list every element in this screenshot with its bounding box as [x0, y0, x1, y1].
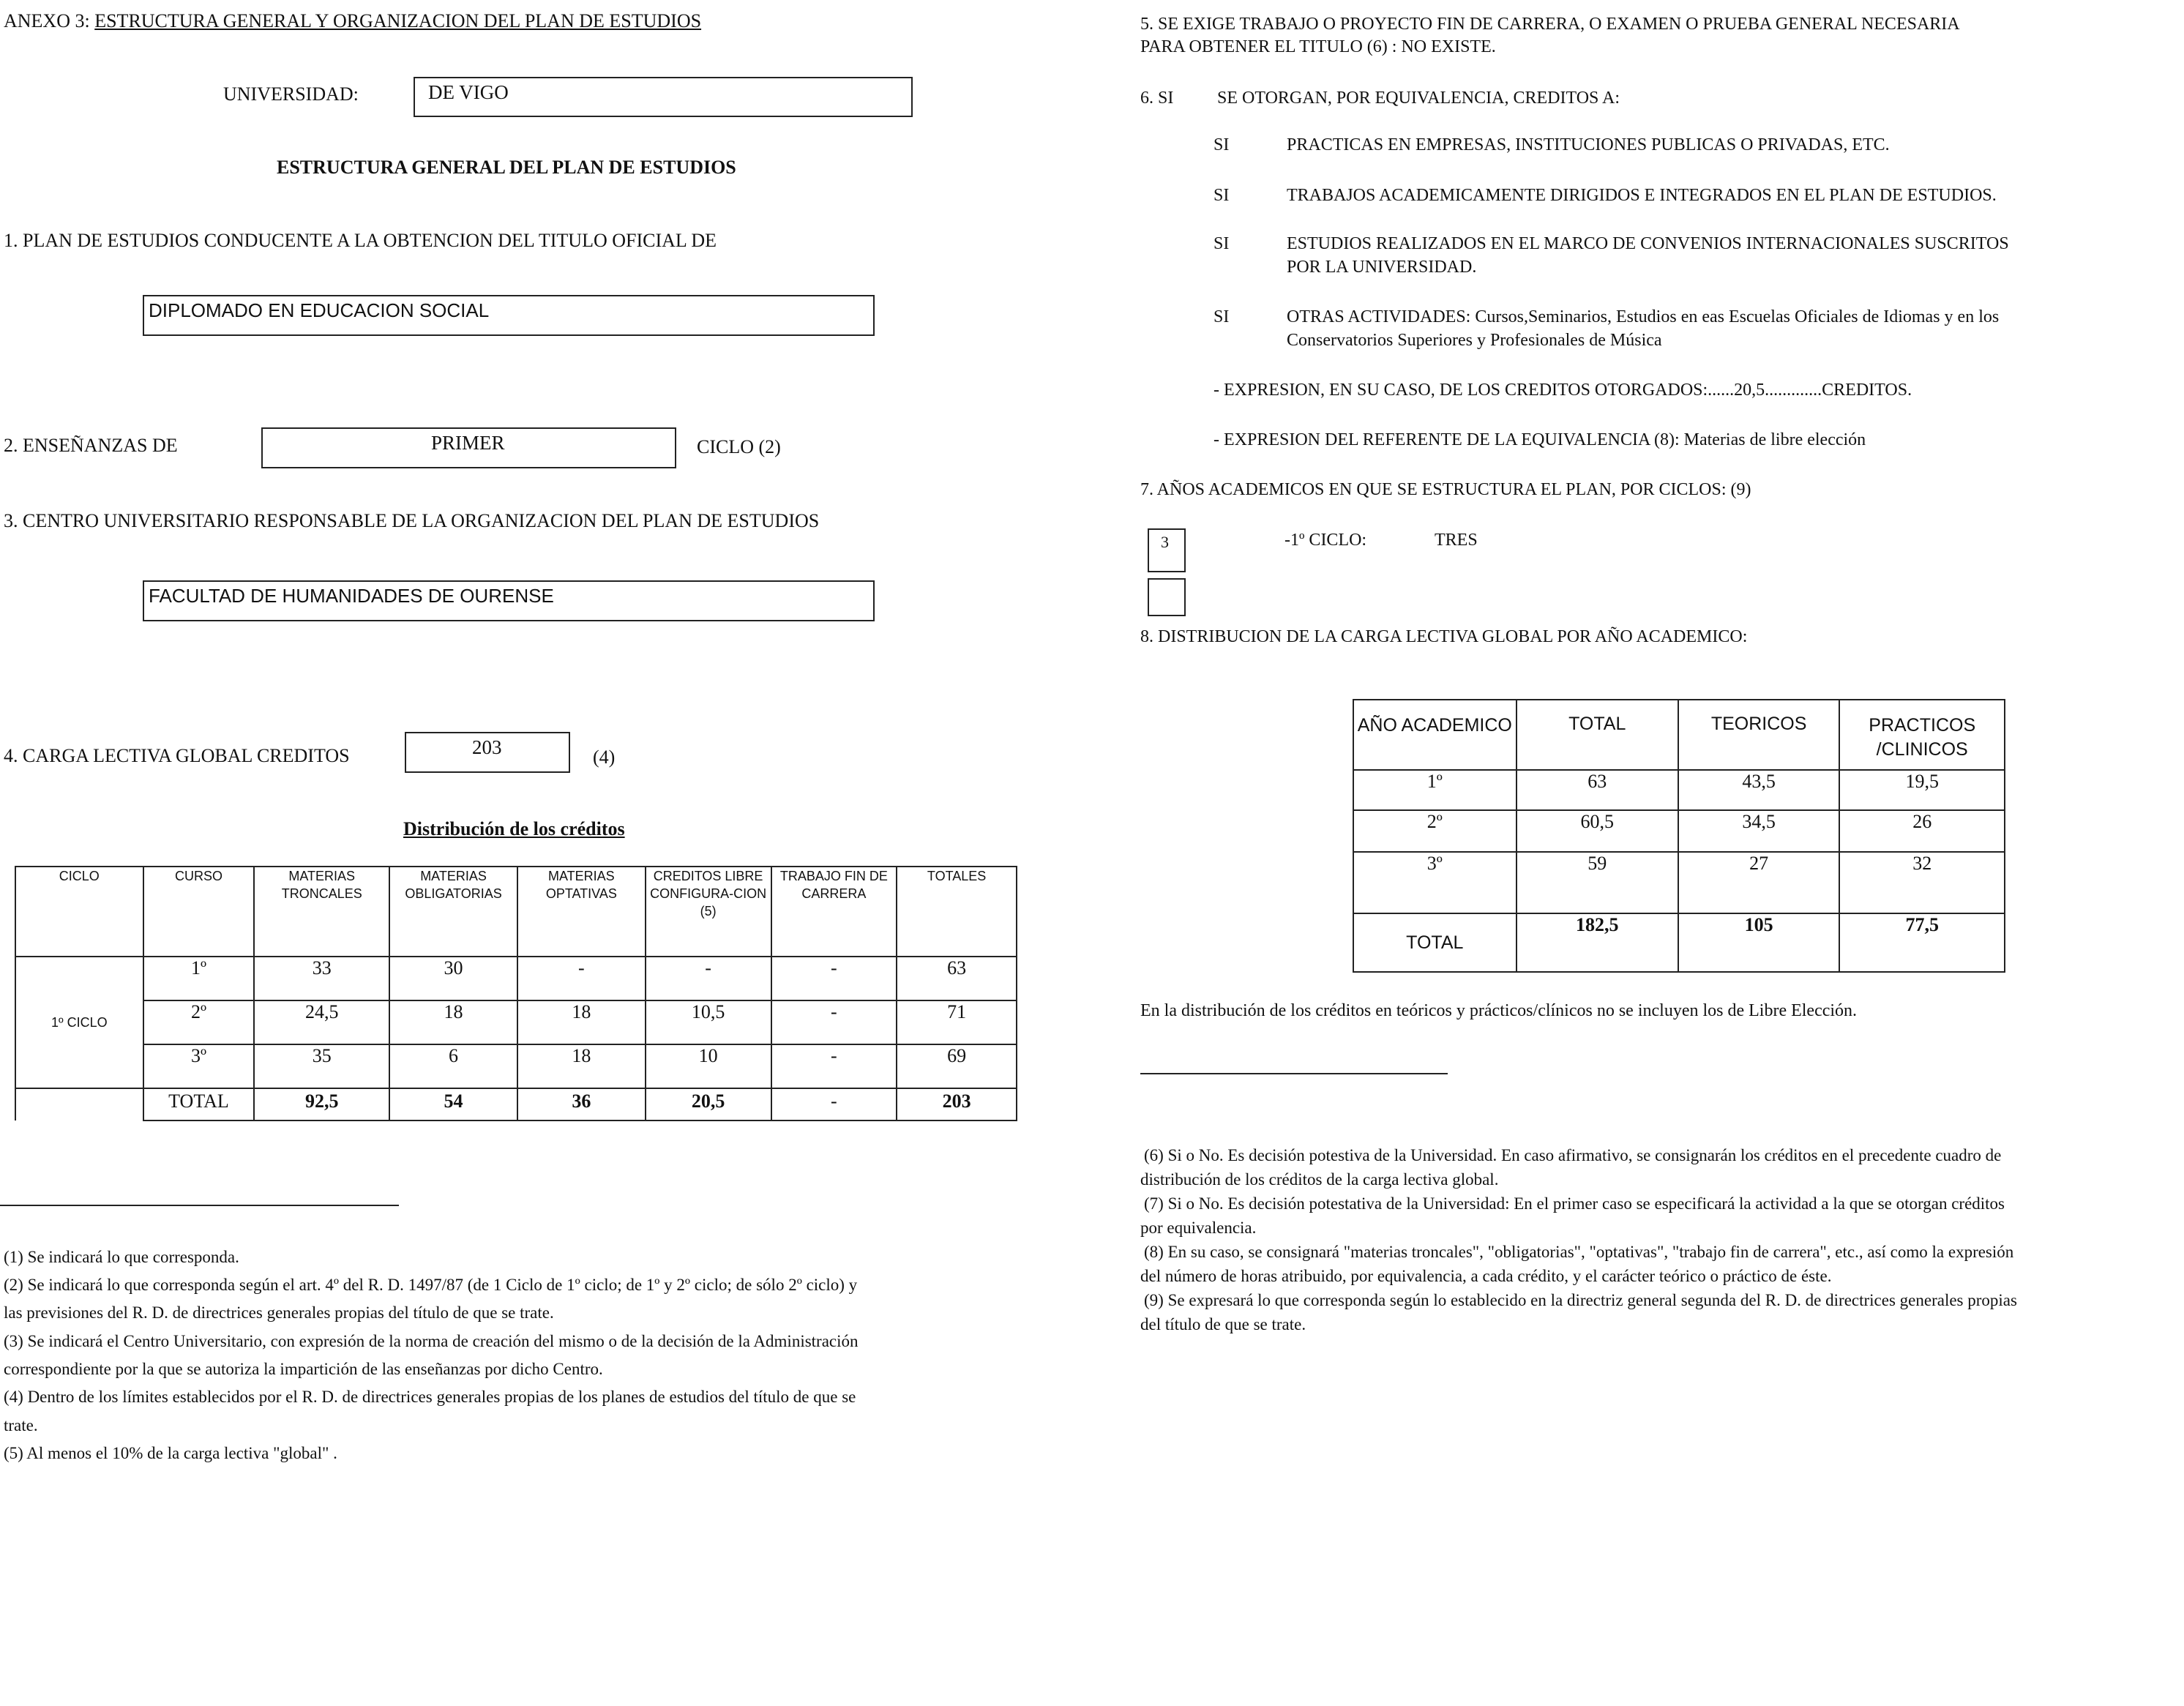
- annex-label: ANEXO 3:: [4, 10, 90, 31]
- table-row: [1353, 852, 2005, 913]
- header-curso: CURSO: [143, 867, 255, 957]
- equiv-item-trabajos: TRABAJOS ACADEMICAMENTE DIRIGIDOS E INTEGRADOS EN EL PLAN DE ESTUDIOS.: [1287, 186, 1997, 205]
- table-cell: 203: [897, 1088, 1017, 1121]
- table-cell: 60,5: [1517, 810, 1678, 852]
- table-cell: 35: [254, 1044, 389, 1088]
- empty-cell: [15, 1088, 143, 1121]
- table-cell: 63: [897, 957, 1017, 1000]
- table-cell: -: [646, 957, 771, 1000]
- table-cell: 33: [254, 957, 389, 1000]
- ciclo-cell: 1º CICLO: [15, 957, 143, 1088]
- table-cell: TOTAL: [143, 1088, 255, 1121]
- table-cell: 54: [389, 1088, 517, 1121]
- table-cell: 3º: [143, 1044, 255, 1088]
- center-field: [143, 580, 875, 621]
- table-header-row: [15, 867, 1017, 957]
- header-practicos: PRACTICOS /CLINICOS: [1839, 700, 2005, 770]
- table-cell: 30: [389, 957, 517, 1000]
- footnote-6-cont: distribución de los créditos de la carga lectiva global.: [1140, 1170, 1499, 1189]
- header-totales: TOTALES: [897, 867, 1017, 957]
- table-cell: -: [771, 1088, 897, 1121]
- table-cell: 2º: [143, 1000, 255, 1044]
- item-5-line-2: PARA OBTENER EL TITULO (6) : NO EXISTE.: [1140, 37, 1496, 56]
- footnote-2-cont: las previsiones del R. D. de directrices generales propias del título de que se trate.: [4, 1303, 554, 1322]
- referent-expression: - EXPRESION DEL REFERENTE DE LA EQUIVALENCIA (8): Materias de libre elección: [1213, 430, 1866, 449]
- item-7-heading: 7. AÑOS ACADEMICOS EN QUE SE ESTRUCTURA EL PLAN, POR CICLOS: (9): [1140, 480, 1751, 499]
- footnote-2: (2) Se indicará lo que corresponda según el art. 4º del R. D. 1497/87 (de 1 Ciclo de 1º ciclo; de 1º y 2º ciclo; de sólo 2º ciclo) y: [4, 1276, 858, 1294]
- table-cell: 182,5: [1517, 913, 1678, 972]
- table-header-row: [1353, 700, 2005, 770]
- table-cell: 63: [1517, 770, 1678, 810]
- degree-value: DIPLOMADO EN EDUCACION SOCIAL: [149, 299, 490, 321]
- load-table-note: En la distribución de los créditos en teóricos y prácticos/clínicos no se incluyen los de Libre Elección.: [1140, 1001, 1858, 1020]
- table-cell: 1º: [1353, 770, 1517, 810]
- table-cell: 18: [517, 1044, 646, 1088]
- cycle-field: [261, 427, 676, 468]
- equiv-item-convenios: ESTUDIOS REALIZADOS EN EL MARCO DE CONVENIOS INTERNACIONALES SUSCRITOS: [1287, 234, 2009, 253]
- annex-heading: [4, 10, 701, 32]
- header-trabajo-fin: TRABAJO FIN DE CARRERA: [771, 867, 897, 957]
- item-2-heading: 2. ENSEÑANZAS DE: [4, 435, 178, 456]
- academic-load-table: [1353, 699, 2005, 973]
- footnote-3: (3) Se indicará el Centro Universitario, con expresión de la norma de creación del mismo o de la decisión de la Administración: [4, 1332, 859, 1350]
- university-label: UNIVERSIDAD:: [223, 83, 359, 105]
- table-cell: 10,5: [646, 1000, 771, 1044]
- table-cell: 105: [1678, 913, 1840, 972]
- table-row: [1353, 810, 2005, 852]
- table-cell: 24,5: [254, 1000, 389, 1044]
- table-row: [15, 1044, 1017, 1088]
- table-cell: 26: [1839, 810, 2005, 852]
- equiv-flag: SI: [1213, 186, 1230, 205]
- footnote-3-cont: correspondiente por la que se autoriza la impartición de las enseñanzas por dicho Centro.: [4, 1360, 603, 1378]
- annex-title: ESTRUCTURA GENERAL Y ORGANIZACION DEL PLAN DE ESTUDIOS: [94, 10, 702, 31]
- footnote-5: (5) Al menos el 10% de la carga lectiva "global" .: [4, 1444, 337, 1462]
- footnote-9-cont: del título de que se trate.: [1140, 1315, 1306, 1333]
- table-cell: 27: [1678, 852, 1840, 913]
- item-6-text: SE OTORGAN, POR EQUIVALENCIA, CREDITOS A:: [1217, 89, 1620, 108]
- item-8-heading: 8. DISTRIBUCION DE LA CARGA LECTIVA GLOBAL POR AÑO ACADEMICO:: [1140, 627, 1748, 646]
- table-cell: 59: [1517, 852, 1678, 913]
- table-cell: 20,5: [646, 1088, 771, 1121]
- table-total-row: [1353, 913, 2005, 972]
- table-cell: 34,5: [1678, 810, 1840, 852]
- header-teoricos: TEORICOS: [1678, 700, 1840, 770]
- years-box-empty: [1148, 578, 1186, 616]
- years-box: [1148, 528, 1186, 572]
- header-optativas: MATERIAS OPTATIVAS: [517, 867, 646, 957]
- header-ano: AÑO ACADEMICO: [1353, 700, 1517, 770]
- table-cell: 19,5: [1839, 770, 2005, 810]
- table-cell: 92,5: [254, 1088, 389, 1121]
- credits-distribution-table: [15, 866, 1017, 1121]
- table-cell: 3º: [1353, 852, 1517, 913]
- degree-field: [143, 295, 875, 336]
- years-value: 3: [1161, 533, 1169, 551]
- footnote-7-cont: por equivalencia.: [1140, 1219, 1257, 1237]
- footnote-4-cont: trate.: [4, 1416, 38, 1434]
- center-value: FACULTAD DE HUMANIDADES DE OURENSE: [149, 585, 554, 607]
- cycle-suffix: CICLO (2): [697, 436, 781, 457]
- university-value: DE VIGO: [428, 81, 509, 103]
- table-total-row: [15, 1088, 1017, 1121]
- section-heading: ESTRUCTURA GENERAL DEL PLAN DE ESTUDIOS: [277, 157, 736, 178]
- item-3-heading: 3. CENTRO UNIVERSITARIO RESPONSABLE DE LA ORGANIZACION DEL PLAN DE ESTUDIOS: [4, 510, 820, 531]
- footnote-4: (4) Dentro de los límites establecidos por el R. D. de directrices generales propias de los planes de estudios del título de que se: [4, 1388, 856, 1406]
- table-cell: 71: [897, 1000, 1017, 1044]
- item-4-heading: 4. CARGA LECTIVA GLOBAL CREDITOS: [4, 745, 350, 766]
- item-6-label: 6. SI: [1140, 89, 1174, 108]
- footnote-1: (1) Se indicará lo que corresponda.: [4, 1248, 239, 1266]
- footnote-6: (6) Si o No. Es decisión potestiva de la Universidad. En caso afirmativo, se consignarán los créditos en el precedente cuadro de: [1144, 1146, 2002, 1164]
- table-cell: 10: [646, 1044, 771, 1088]
- cycle-value: PRIMER: [431, 432, 505, 454]
- table-row: [15, 957, 1017, 1000]
- footnote-8: (8) En su caso, se consignará "materias troncales", "obligatorias", "optativas", "trabajo fin de carrera", etc., así como la expresión: [1144, 1243, 2014, 1261]
- university-field: [414, 77, 913, 117]
- table-cell: 18: [517, 1000, 646, 1044]
- table-cell: -: [517, 957, 646, 1000]
- equiv-item-otras: OTRAS ACTIVIDADES: Cursos,Seminarios, Estudios en eas Escuelas Oficiales de Idiomas y en los: [1287, 307, 2000, 326]
- cycle-label: -1º CICLO:: [1284, 531, 1367, 550]
- credits-field: [405, 732, 570, 773]
- footnote-8-cont: del número de horas atribuido, por equivalencia, a cada crédito, y el carácter teórico o práctico de éste.: [1140, 1267, 1832, 1285]
- table-cell: TOTAL: [1353, 913, 1517, 972]
- header-total: TOTAL: [1517, 700, 1678, 770]
- footnote-7: (7) Si o No. Es decisión potestativa de la Universidad: En el primer caso se especificará la actividad a la que se otorgan créditos: [1144, 1194, 2005, 1213]
- equiv-item-convenios-cont: POR LA UNIVERSIDAD.: [1287, 258, 1477, 277]
- table-row: [1353, 770, 2005, 810]
- header-ciclo: CICLO: [15, 867, 143, 957]
- item-1-heading: 1. PLAN DE ESTUDIOS CONDUCENTE A LA OBTENCION DEL TITULO OFICIAL DE: [4, 230, 717, 251]
- footnote-separator: [0, 1205, 399, 1206]
- cycle-years-value: TRES: [1435, 531, 1478, 550]
- table-cell: 2º: [1353, 810, 1517, 852]
- distribution-title: Distribución de los créditos: [403, 818, 625, 839]
- header-obligatorias: MATERIAS OBLIGATORIAS: [389, 867, 517, 957]
- equiv-item-practicas: PRACTICAS EN EMPRESAS, INSTITUCIONES PUBLICAS O PRIVADAS, ETC.: [1287, 135, 1890, 154]
- equiv-flag: SI: [1213, 307, 1230, 326]
- header-troncales: MATERIAS TRONCALES: [254, 867, 389, 957]
- header-libre-configuracion: CREDITOS LIBRE CONFIGURA-CION (5): [646, 867, 771, 957]
- table-cell: -: [771, 1044, 897, 1088]
- table-cell: 43,5: [1678, 770, 1840, 810]
- credits-value: 203: [472, 736, 502, 758]
- credits-expression: - EXPRESION, EN SU CASO, DE LOS CREDITOS OTORGADOS:......20,5.............CREDITOS.: [1213, 381, 1912, 400]
- table-cell: 69: [897, 1044, 1017, 1088]
- item-5-line-1: 5. SE EXIGE TRABAJO O PROYECTO FIN DE CARRERA, O EXAMEN O PRUEBA GENERAL NECESARIA: [1140, 15, 1960, 34]
- equiv-flag: SI: [1213, 135, 1230, 154]
- table-cell: 1º: [143, 957, 255, 1000]
- table-cell: 18: [389, 1000, 517, 1044]
- table-cell: 6: [389, 1044, 517, 1088]
- table-row: [15, 1000, 1017, 1044]
- credits-note: (4): [593, 747, 616, 768]
- equiv-item-otras-cont: Conservatorios Superiores y Profesionales de Música: [1287, 331, 1662, 350]
- table-cell: -: [771, 957, 897, 1000]
- equiv-flag: SI: [1213, 234, 1230, 253]
- table-cell: 77,5: [1839, 913, 2005, 972]
- table-cell: -: [771, 1000, 897, 1044]
- footnote-9: (9) Se expresará lo que corresponda según lo establecido en la directriz general segunda del R. D. de directrices generales propias: [1144, 1291, 2017, 1309]
- footnote-separator: [1140, 1073, 1448, 1074]
- table-cell: 36: [517, 1088, 646, 1121]
- table-cell: 32: [1839, 852, 2005, 913]
